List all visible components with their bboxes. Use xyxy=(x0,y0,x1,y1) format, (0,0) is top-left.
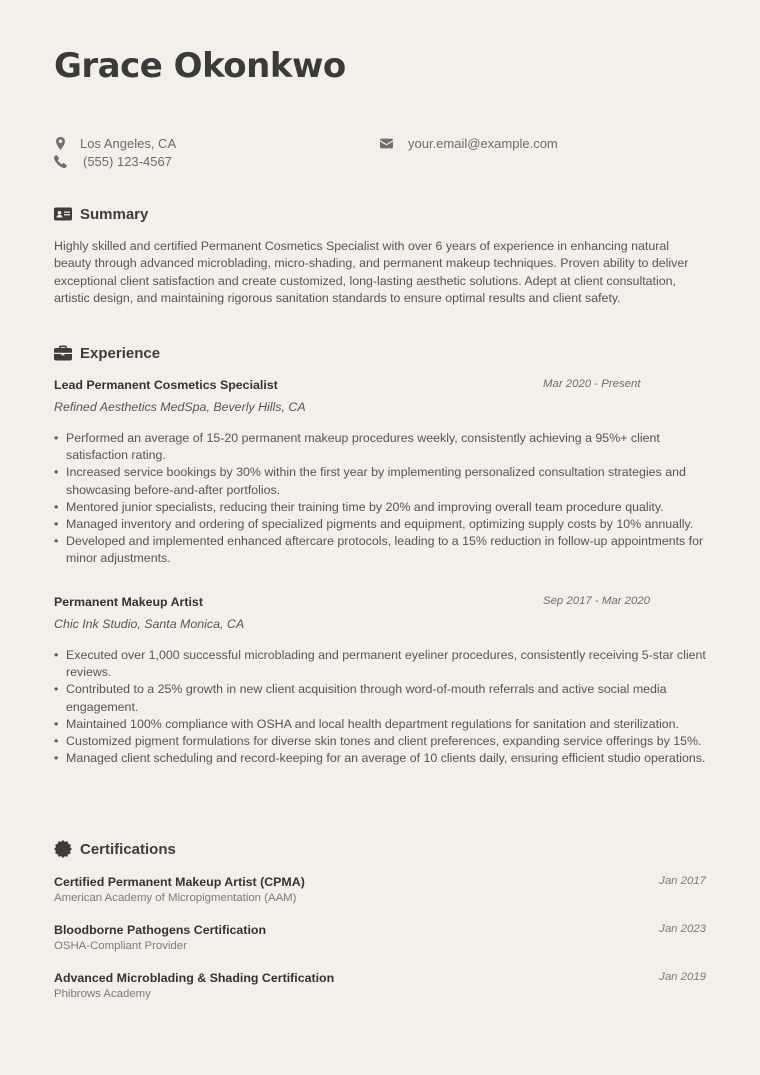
job-company: Refined Aesthetics MedSpa, Beverly Hills, CA xyxy=(54,400,306,414)
list-item: • Managed inventory and ordering of specialized pigments and equipment, optimizing supply costs by 10% annually. xyxy=(54,516,706,533)
summary-heading-text: Summary xyxy=(80,205,149,223)
experience-heading-text: Experience xyxy=(80,344,161,362)
contact-phone xyxy=(54,154,172,169)
location-text: Los Angeles, CA xyxy=(80,136,177,151)
job-dates: Sep 2017 - Mar 2020 xyxy=(543,595,651,607)
certifications-heading xyxy=(54,840,176,858)
job-bullets xyxy=(54,647,706,767)
list-item: • Performed an average of 15-20 permanent makeup procedures weekly, consistently achieving a 95%+ client satisfaction rating. xyxy=(54,430,706,464)
list-item: • Increased service bookings by 30% within the first year by implementing personalized consultation strategies and showcasing before-and-after portfolios. xyxy=(54,464,706,498)
experience-heading xyxy=(54,344,160,362)
job-dates: Mar 2020 - Present xyxy=(543,378,641,390)
list-item: • Contributed to a 25% growth in new client acquisition through word-of-mouth referrals and active social media engagement. xyxy=(54,681,706,715)
summary-heading xyxy=(54,205,148,223)
envelope-icon xyxy=(380,137,393,150)
cert-issuer: OSHA-Compliant Provider xyxy=(54,940,187,952)
briefcase-icon xyxy=(54,344,72,362)
job-title: Lead Permanent Cosmetics Specialist xyxy=(54,378,278,392)
list-item: • Developed and implemented enhanced aftercare protocols, leading to a 15% reduction in follow-up appointments for minor adjustments. xyxy=(54,533,706,567)
phone-icon xyxy=(54,155,67,168)
cert-name: Advanced Microblading & Shading Certification xyxy=(54,971,335,985)
summary-text: Highly skilled and certified Permanent Cosmetics Specialist with over 6 years of experience in enhancing natural beauty through advanced microblading, micro-shading, and permanent makeup techniques. Proven ability to deliver exceptional client satisfaction and create customized, long-lasting aesthetic solutions. Adept at client consultation, artistic design, and maintaining rigorous sanitation standards to ensure optimal results and client safety. xyxy=(54,239,689,305)
email-text: your.email@example.com xyxy=(408,136,558,151)
cert-name: Bloodborne Pathogens Certification xyxy=(54,923,267,937)
cert-name: Certified Permanent Makeup Artist (CPMA) xyxy=(54,875,305,889)
phone-text: (555) 123-4567 xyxy=(83,154,172,169)
id-card-icon xyxy=(54,205,72,223)
cert-date: Jan 2023 xyxy=(659,923,706,935)
cert-date: Jan 2019 xyxy=(659,971,706,983)
contact-email xyxy=(380,136,558,151)
list-item: • Mentored junior specialists, reducing their training time by 20% and improving overall team procedure quality. xyxy=(54,499,706,516)
cert-issuer: Phibrows Academy xyxy=(54,988,151,1000)
job-title: Permanent Makeup Artist xyxy=(54,595,203,609)
contact-location xyxy=(54,136,176,151)
cert-issuer: American Academy of Micropigmentation (AAM) xyxy=(54,892,297,904)
job-company: Chic Ink Studio, Santa Monica, CA xyxy=(54,617,245,631)
certifications-heading-text: Certifications xyxy=(80,840,176,858)
list-item: • Customized pigment formulations for diverse skin tones and client preferences, expanding service offerings by 15%. xyxy=(54,733,706,750)
job-bullets xyxy=(54,430,706,568)
list-item: • Executed over 1,000 successful microblading and permanent eyeliner procedures, consistently receiving 5-star client reviews. xyxy=(54,647,706,681)
list-item: • Maintained 100% compliance with OSHA and local health department regulations for sanitation and sterilization. xyxy=(54,716,706,733)
cert-date: Jan 2017 xyxy=(659,875,706,887)
candidate-name: Grace Okonkwo xyxy=(54,46,346,86)
map-pin-icon xyxy=(54,137,67,150)
certificate-badge-icon xyxy=(54,840,72,858)
list-item: • Managed client scheduling and record-keeping for an average of 10 clients daily, ensuring efficient studio operations. xyxy=(54,750,706,767)
